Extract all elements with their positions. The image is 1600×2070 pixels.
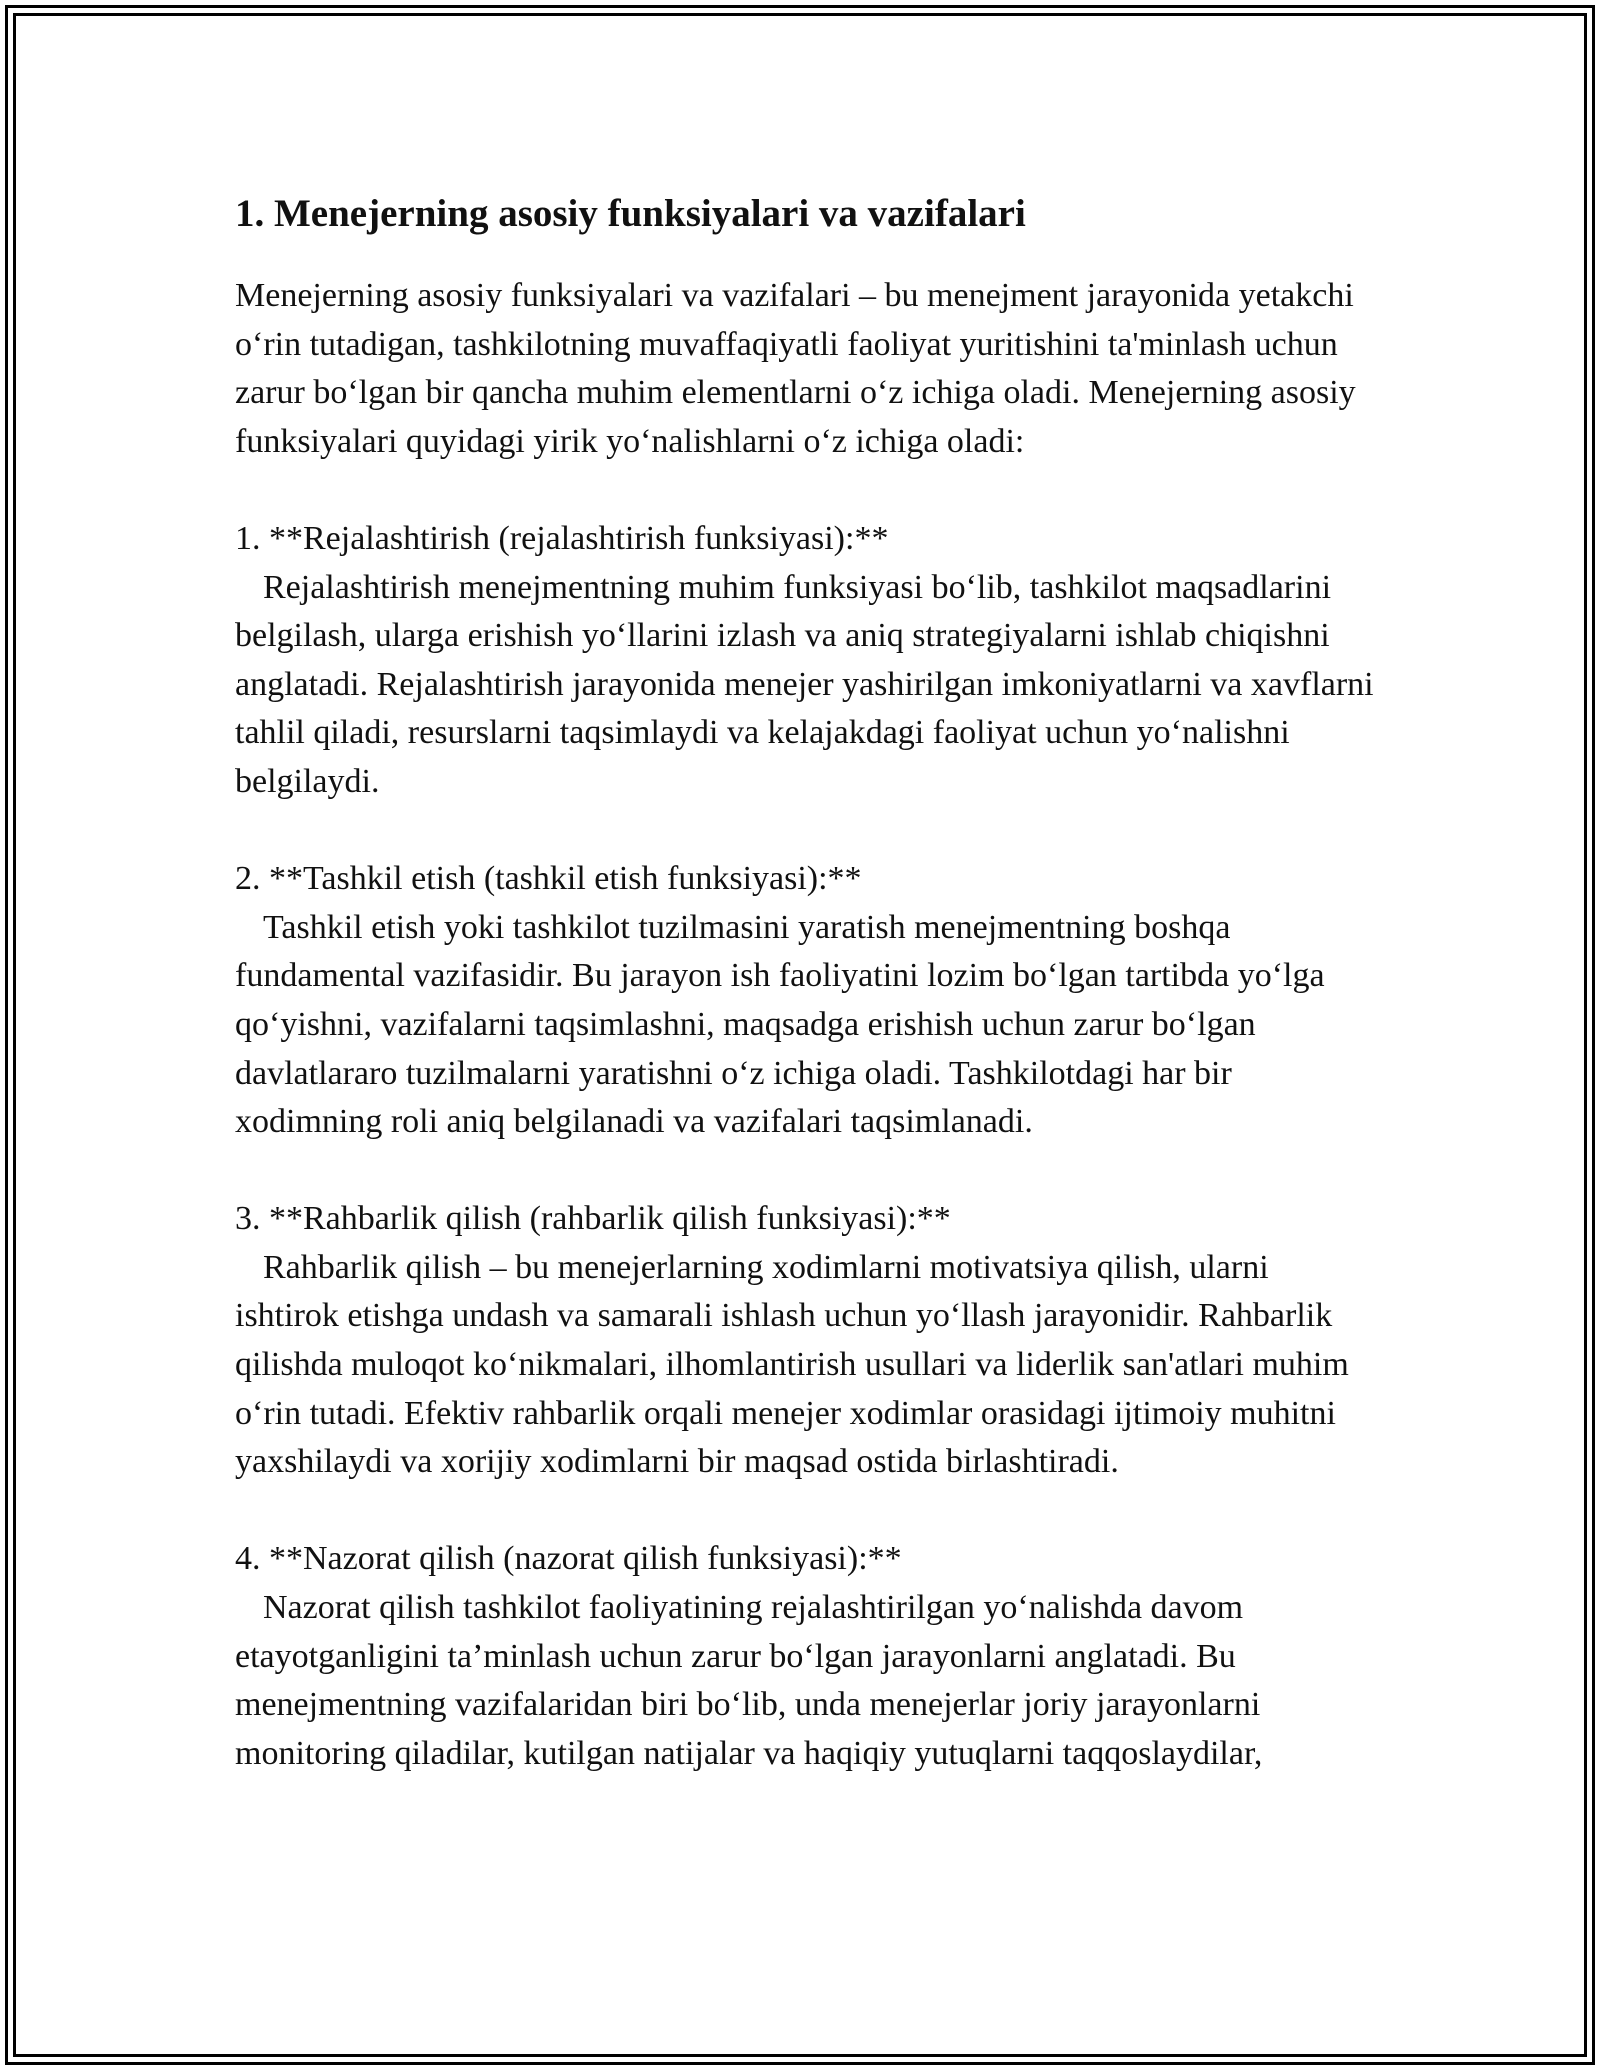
section-body-text: Nazorat qilish tashkilot faoliyatining rejalashtirilgan yo‘nalishda davom etayotganligini ta’minlash uchun zarur bo‘lgan jarayonlarni anglatadi. Bu menejmentning vazifalaridan biri bo‘lib, unda menejerlar joriy jarayonlarni monitoring qiladilar, kutilgan natijalar va haqiqiy yutuqlarni taqqoslaydilar, [235, 1589, 1263, 1772]
section-body-text: Rejalashtirish menejmentning muhim funksiyasi bo‘lib, tashkilot maqsadlarini belgilash, ularga erishish yo‘llarini izlash va aniq strategiyalarni ishlab chiqishni anglatadi. Rejalashtirish jarayonida menejer yashirilgan imkoniyatlarni va xavflarni tahlil qiladi, resurslarni taqsimlaydi va kelajakdagi faoliyat uchun yo‘nalishni belgilaydi. [235, 568, 1374, 800]
section-leading [235, 1195, 1375, 1487]
section-heading: 3. **Rahbarlik qilish (rahbarlik qilish funksiyasi):** [235, 1200, 951, 1238]
section-controlling [235, 1535, 1375, 1778]
section-heading: 1. **Rejalashtirish (rejalashtirish funksiyasi):** [235, 519, 889, 557]
section-body-text: Tashkil etish yoki tashkilot tuzilmasini yaratish menejmentning boshqa fundamental vazifasidir. Bu jarayon ish faoliyatini lozim bo‘lgan tartibda yo‘lga qo‘yishni, vazifalarni taqsimlashni, maqsadga erishish uchun zarur bo‘lgan davlatlararo tuzilmalarni yaratishni o‘z ichiga oladi. Tashkilotdagi har bir xodimning roli aniq belgilanadi va vazifalari taqsimlanadi. [235, 908, 1325, 1141]
section-body [235, 1244, 1375, 1487]
section-body [235, 1584, 1375, 1778]
section-heading: 4. **Nazorat qilish (nazorat qilish funksiyasi):** [235, 1540, 902, 1578]
section-body [235, 564, 1375, 807]
document-title: 1. Menejerning asosiy funksiyalari va vazifalari [235, 192, 1026, 235]
section-planning [235, 515, 1375, 807]
intro-paragraph: Menejerning asosiy funksiyalari va vazifalari – bu menejment jarayonida yetakchi o‘rin tutadigan, tashkilotning muvaffaqiyatli faoliyat yuritishini ta'minlash uchun zarur bo‘lgan bir qancha muhim elementlarni o‘z ichiga oladi. Menejerning asosiy funksiyalari quyidagi yirik yo‘nalishlarni o‘z ichiga oladi: [235, 277, 1356, 460]
section-organizing [235, 855, 1375, 1147]
document-content [235, 186, 1375, 1778]
section-heading: 2. **Tashkil etish (tashkil etish funksiyasi):** [235, 860, 862, 898]
section-body-text: Rahbarlik qilish – bu menejerlarning xodimlarni motivatsiya qilish, ularni ishtirok etishga undash va samarali ishlash uchun yo‘llash jarayonidir. Rahbarlik qilishda muloqot ko‘nikmalari, ilhomlantirish usullari va liderlik san'atlari muhim o‘rin tutadi. Efektiv rahbarlik orqali menejer xodimlar orasidagi ijtimoiy muhitni yaxshilaydi va xorijiy xodimlarni bir maqsad ostida birlashtiradi. [235, 1248, 1349, 1481]
section-body [235, 904, 1375, 1147]
